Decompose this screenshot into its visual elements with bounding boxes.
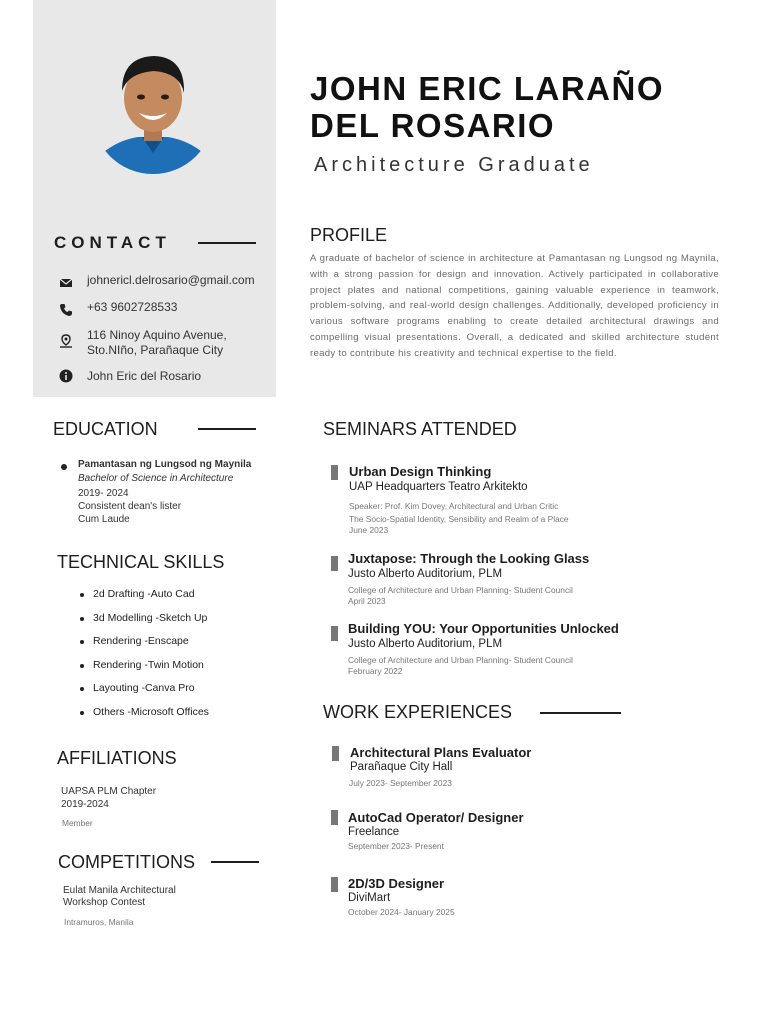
competition-line-2: Workshop Contest xyxy=(63,897,146,908)
seminar-venue: Justo Alberto Auditorium, PLM xyxy=(348,568,503,580)
candidate-name xyxy=(310,70,750,144)
education-heading: EDUCATION xyxy=(53,419,158,439)
education-bullet xyxy=(61,464,67,470)
work-title: AutoCad Operator/ Designer xyxy=(348,810,524,825)
profile-text: A graduate of bachelor of science in architecture at Pamantasan ng Lungsod ng Maynila, with a strong passion for design and innovation. Actively participated in collaborative project plates and national competitions, gaining valuable experience in teamwork, problem-solving, and real-world design challenges. Additionally, developed proficiency in various software programs enabling to create detailed architectural drawings and compelling visual presentations. Overall, a dedicated and skilled architecture student ready to contribute his creativity and technical expertise to the field. xyxy=(310,253,719,359)
seminar-title: Building YOU: Your Opportunities Unlocked xyxy=(348,621,619,636)
seminar-topic: The Socio-Spatial Identity, Sensibility and Realm of a Place xyxy=(349,514,569,524)
work-org: Parañaque City Hall xyxy=(350,761,453,773)
education-rule xyxy=(198,428,256,430)
skills-list xyxy=(80,588,209,729)
work-org: DiviMart xyxy=(348,892,391,904)
seminar-organizer: College of Architecture and Urban Planning- Student Council xyxy=(348,585,573,595)
seminar-venue: Justo Alberto Auditorium, PLM xyxy=(348,638,503,650)
skill-item: Rendering -Twin Motion xyxy=(80,659,209,683)
name-line-1: JOHN ERIC LARAÑO xyxy=(310,70,665,107)
work-marker xyxy=(332,746,339,761)
work-title: Architectural Plans Evaluator xyxy=(350,745,532,760)
address-line-2: Sto.NIño, Parañaque City xyxy=(87,343,224,357)
honor-cum-laude: Cum Laude xyxy=(78,514,130,525)
school-name: Pamantasan ng Lungsod ng Maynila xyxy=(78,459,252,470)
phone-text[interactable]: +63 9602728533 xyxy=(87,300,178,314)
competitions-heading: COMPETITIONS xyxy=(58,852,196,872)
competition-place: Intramuros, Manila xyxy=(64,917,134,927)
seminar-title: Urban Design Thinking xyxy=(349,464,492,479)
skill-item: 2d Drafting -Auto Cad xyxy=(80,588,209,612)
skill-item: Others -Microsoft Offices xyxy=(80,706,209,730)
seminar-venue: UAP Headquarters Teatro Arkitekto xyxy=(349,481,528,493)
job-title: Architecture Graduate xyxy=(314,154,594,176)
skill-item: Layouting -Canva Pro xyxy=(80,682,209,706)
info-icon xyxy=(59,369,73,383)
email-icon xyxy=(59,276,73,290)
name-line-2: DEL ROSARIO xyxy=(310,107,556,144)
work-marker xyxy=(331,877,338,892)
affiliation-org: UAPSA PLM Chapter xyxy=(61,786,157,797)
address-line-1: 116 Ninoy Aquino Avenue, xyxy=(87,328,227,342)
work-marker xyxy=(331,810,338,825)
affiliation-role: Member xyxy=(62,818,93,828)
education-years: 2019- 2024 xyxy=(78,488,129,499)
work-rule xyxy=(540,712,621,714)
work-heading: WORK EXPERIENCES xyxy=(323,702,513,722)
skill-item: 3d Modelling -Sketch Up xyxy=(80,612,209,636)
location-icon xyxy=(59,334,73,348)
seminars-heading: SEMINARS ATTENDED xyxy=(323,419,517,439)
seminar-marker xyxy=(331,556,338,571)
work-date: July 2023- September 2023 xyxy=(349,778,452,788)
seminar-date: April 2023 xyxy=(348,596,386,606)
profile-heading: PROFILE xyxy=(310,225,388,245)
contact-rule xyxy=(198,242,256,244)
work-title: 2D/3D Designer xyxy=(348,876,445,891)
seminar-speaker: Speaker: Prof. Kim Dovey, Architectural and Urban Critic xyxy=(349,501,559,511)
profile-photo xyxy=(92,43,214,198)
contact-heading: CONTACT xyxy=(54,233,171,252)
competitions-rule xyxy=(211,861,259,863)
work-date: October 2024- January 2025 xyxy=(348,907,455,917)
work-date: September 2023- Present xyxy=(348,841,444,851)
honor-deans-list: Consistent dean's lister xyxy=(78,501,182,512)
degree: Bachelor of Science in Architecture xyxy=(78,473,234,484)
seminar-date: February 2022 xyxy=(348,666,403,676)
work-org: Freelance xyxy=(348,826,400,838)
email-text[interactable]: johnericl.delrosario@gmail.com xyxy=(87,273,255,287)
seminar-marker xyxy=(331,465,338,480)
skills-heading: TECHNICAL SKILLS xyxy=(57,552,225,572)
phone-icon xyxy=(59,303,73,317)
seminar-title: Juxtapose: Through the Looking Glass xyxy=(348,551,590,566)
competition-line-1: Eulat Manila Architectural xyxy=(63,885,176,896)
seminar-organizer: College of Architecture and Urban Planning- Student Council xyxy=(348,655,573,665)
address-text xyxy=(87,328,227,358)
seminar-date: June 2023 xyxy=(349,525,389,535)
skill-item: Rendering -Enscape xyxy=(80,635,209,659)
affiliation-years: 2019-2024 xyxy=(61,799,109,810)
seminar-marker xyxy=(331,626,338,641)
affiliations-heading: AFFILIATIONS xyxy=(57,748,177,768)
social-name[interactable]: John Eric del Rosario xyxy=(87,369,202,383)
